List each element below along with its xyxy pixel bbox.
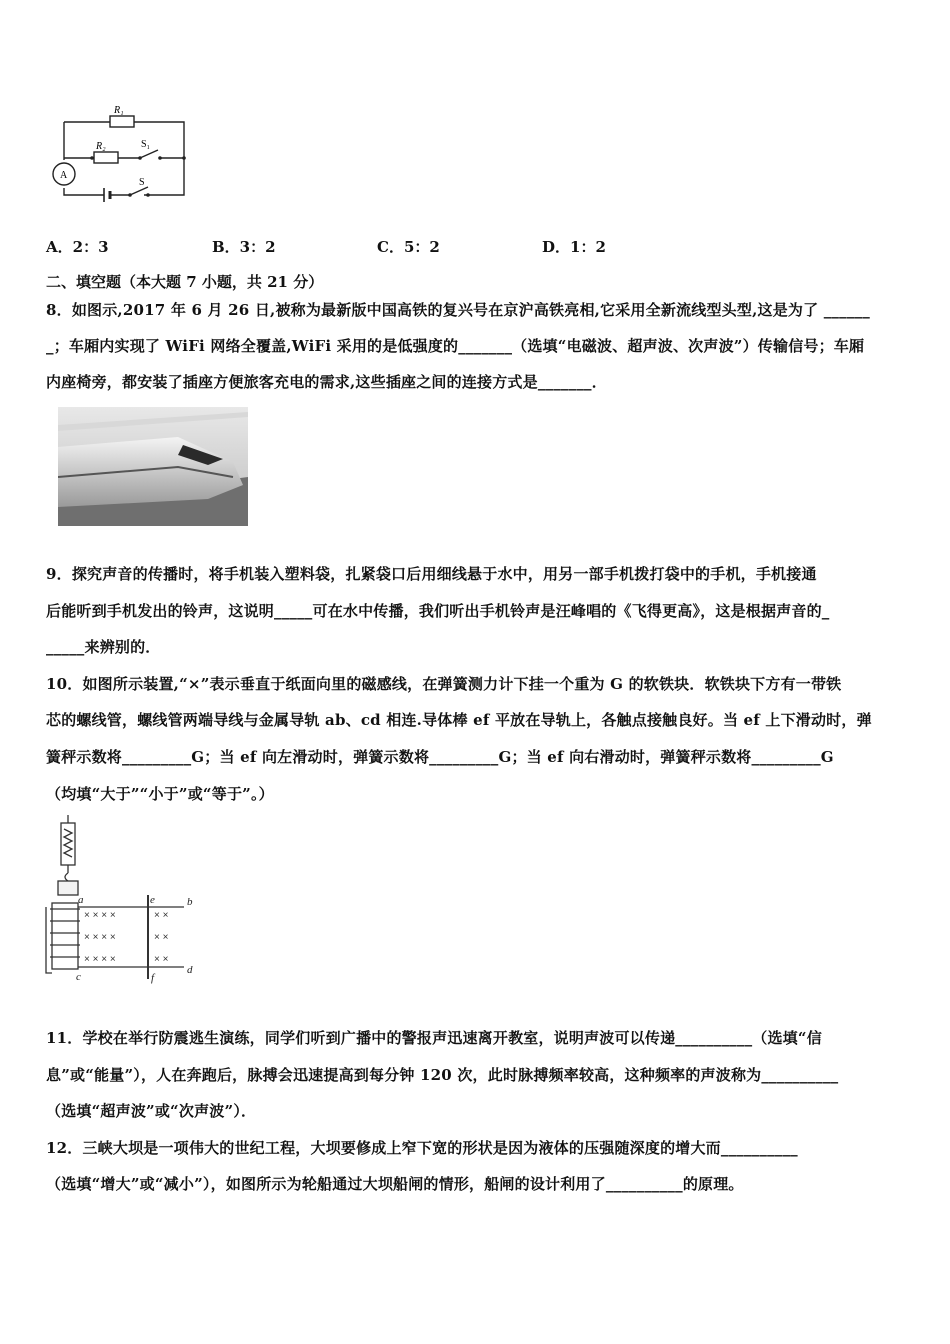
label-f: f — [151, 972, 155, 984]
label-e: e — [150, 894, 155, 906]
q9-line-1: 9．探究声音的传播时，将手机装入塑料袋，扎紧袋口后用细线悬于水中，用另一部手机拨打袋中的手机，手机接通 — [46, 565, 817, 583]
svg-text:× ×: × × — [154, 954, 169, 965]
switch-s1 — [140, 150, 158, 158]
svg-text:× ×: × × — [154, 910, 169, 921]
q11-line-3: （选填“超声波”或“次声波”）． — [46, 1102, 257, 1120]
q8-line-1: 8．如图示,2017 年 6 月 26 日,被称为最新版中国高铁的复兴号在京沪高铁亮相,它采用全新流线型头型,这是为了 ______ — [46, 301, 870, 319]
q12-line-2: （选填“增大”或“减小”），如图所示为轮船通过大坝船闸的情形，船闸的设计利用了__________的原理。 — [46, 1175, 744, 1193]
resistor-r2 — [94, 152, 118, 163]
label-a: a — [78, 894, 84, 906]
label-r1: R₁ — [114, 105, 124, 116]
switch-s — [130, 187, 148, 195]
option-b: B．3：2 — [212, 238, 276, 256]
resistor-r1 — [110, 116, 134, 127]
section-title: 二、填空题（本大题 7 小题，共 21 分） — [46, 273, 324, 291]
label-c: c — [76, 971, 81, 983]
q11-line-2: 息”或“能量”），人在奔跑后，脉搏会迅速提高到每分钟 120 次，此时脉搏频率较高，这种频率的声波称为__________ — [46, 1066, 839, 1084]
label-b: b — [187, 896, 193, 908]
svg-text:× × × ×: × × × × — [84, 910, 116, 921]
option-d: D．1：2 — [542, 238, 606, 256]
svg-text:× × × ×: × × × × — [84, 954, 116, 965]
q8-line-3: 内座椅旁，都安装了插座方便旅客充电的需求,这些插座之间的连接方式是_______． — [46, 373, 607, 391]
circuit-diagram — [44, 100, 194, 210]
option-c: C．5：2 — [377, 238, 440, 256]
label-ammeter: A — [60, 170, 68, 181]
label-s: S — [139, 177, 145, 188]
q11-line-1: 11．学校在举行防震逃生演练，同学们听到广播中的警报声迅速离开教室，说明声波可以传递__________（选填“信 — [46, 1029, 822, 1047]
q10-line-1: 10．如图所示装置,“×”表示垂直于纸面向里的磁感线，在弹簧测力计下挂一个重为 G 的软铁块．软铁块下方有一带铁 — [46, 675, 842, 693]
solenoid-rail-figure — [44, 813, 204, 985]
label-d: d — [187, 964, 193, 976]
svg-text:× ×: × × — [154, 932, 169, 943]
label-r2: R₂ — [96, 141, 106, 152]
option-a: A．2：3 — [46, 238, 109, 256]
q8-line-2: _；车厢内实现了 WiFi 网络全覆盖,WiFi 采用的是低强度的_______（选填“电磁波、超声波、次声波”）传输信号；车厢 — [46, 337, 865, 355]
q10-line-4: （均填“大于”“小于”或“等于”。） — [46, 785, 274, 803]
q10-line-3: 簧秤示数将_________G；当 ef 向左滑动时，弹簧示数将_________G；当 ef 向右滑动时，弹簧秤示数将_________G — [46, 748, 834, 766]
q9-line-2: 后能听到手机发出的铃声，这说明_____可在水中传播，我们听出手机铃声是汪峰唱的《飞得更高》，这是根据声音的_ — [46, 602, 830, 620]
train-photo — [58, 407, 248, 526]
svg-text:× × × ×: × × × × — [84, 932, 116, 943]
q12-line-1: 12．三峡大坝是一项伟大的世纪工程，大坝要修成上窄下宽的形状是因为液体的压强随深度的增大而__________ — [46, 1139, 798, 1157]
q10-line-2: 芯的螺线管，螺线管两端导线与金属导轨 ab、cd 相连.导体棒 ef 平放在导轨上，各触点接触良好。当 ef 上下滑动时，弹 — [46, 711, 872, 729]
label-s1: S₁ — [141, 139, 151, 150]
q9-line-3: _____来辨别的． — [46, 638, 161, 656]
